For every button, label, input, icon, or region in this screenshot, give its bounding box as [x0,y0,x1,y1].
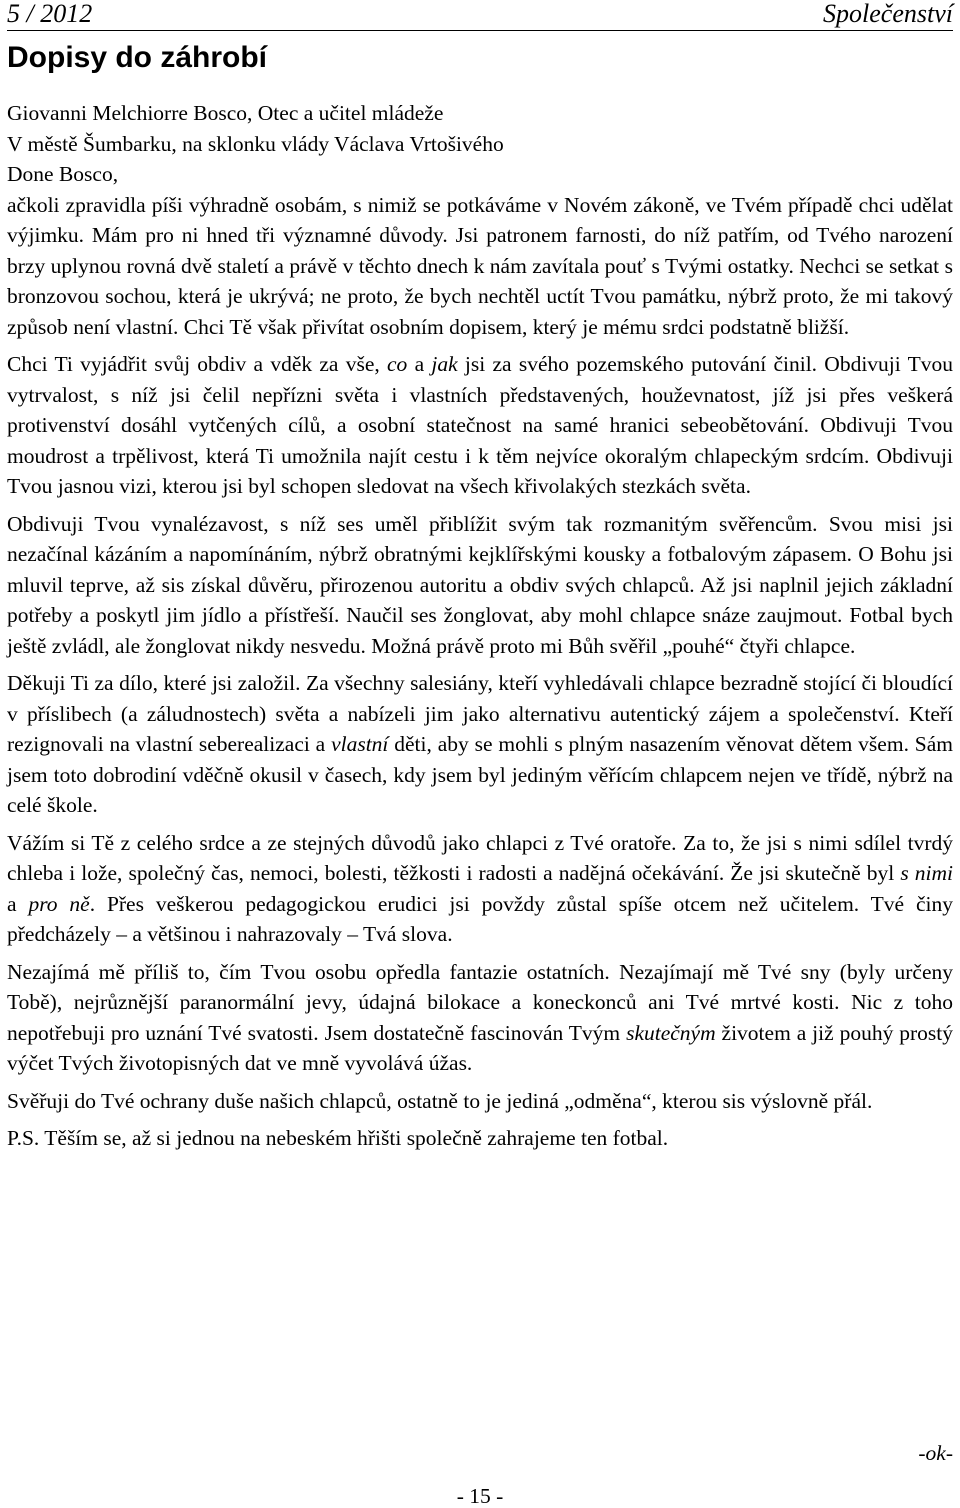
emphasis: vlastní [331,732,389,756]
document-page [7,0,953,1508]
text-run: jsi za svého pozemského putování činil. Obdivuji Tvou vytrvalost, s níž jsi čelil nepřízni světa i vlastních představených, houževnatost, jíž jsi přes veškerá protivenství dosáhl vytčených cílů, a osobní statečnost na samé hranici sebeobětování. Obdivuji Tvou moudrost a trpělivost, která Ti umožnila najít cestu i k těm nejvíce okoralým chlapeckým srdcím. Obdivuji Tvou jasnou vizi, kterou jsi byl schopen sledovat na všech křivolakých stezkách světa. [7,352,953,498]
emphasis: s nimi [900,861,953,885]
article-title: Dopisy do záhrobí [7,41,268,74]
addressee-line: Giovanni Melchiorre Bosco, Otec a učitel mládeže [7,101,444,125]
paragraph [7,668,953,821]
emphasis: skutečným [626,1020,716,1045]
text-run: a [407,352,432,376]
issue-number: 5 / 2012 [7,0,93,28]
paragraph: Obdivuji Tvou vynalézavost, s níž ses uměl přiblížit svým tak rozmanitým svěřencům. Svou misi jsi nezačínal kázáním a napomínáním, nýbrž obratnými kejklířskými kousky a fotbalovým zápasem. O Bohu jsi mluvil teprve, až sis získal důvěru, přirozenou autoritu a obdiv svých chlapců. Až jsi naplnil jejich základní potřeby a poskytl jim jídlo a přístřeší. Naučil ses žonglovat, aby mohl chlapce snáze zaujmout. Fotbal bych ještě zvládl, ale žonglovat nikdy nesvedu. Možná právě proto mi Bůh svěřil „pouhé“ čtyři chlapce. [7,511,953,658]
signature: -ok- [918,1441,953,1465]
addressee-line: V městě Šumbarku, na sklonku vlády Václava Vrtošivého [7,131,504,156]
postscript: P.S. Těším se, až si jednou na nebeském hřišti společně zahrajeme ten fotbal. [7,1126,669,1150]
salutation: Done Bosco, [7,162,119,186]
emphasis: pro ně [28,891,90,916]
text-run: Vážím si Tě z celého srdce a ze stejných důvodů jako chlapci z Tvé oratoře. Za to, že jsi s nimi sdílel tvrdý chleba i lože, společný čas, nemoci, bolesti, těžkosti i radosti a nadějná očekávání. Že jsi skutečně byl [7,830,953,885]
paragraph [7,957,953,1079]
text-run: životem a již pouhý prostý výčet Tvých životopisných dat ve mně vyvolává úžas. [7,1020,953,1075]
emphasis: jak [431,352,458,376]
text-run: Děkuji Ti za dílo, které jsi založil. Za všechny salesiány, kteří vyhledávali chlapce bezradně stojící či bloudící v příslibech (a záludnostech) světa a nabízeli jim jako alternativu autentický zájem a společenství. Kteří rezignovali na vlastní seberealizaci a [7,671,953,756]
paragraph: Svěřuji do Tvé ochrany duše našich chlapců, ostatně to je jediná „odměna“, kterou sis výslovně přál. [7,1088,873,1113]
section-name: Společenství [823,0,953,28]
text-run: a [7,891,29,916]
paragraph [7,828,953,950]
page-number: - 15 - [456,1484,504,1508]
text-run: Chci Ti vyjádřit svůj obdiv a vděk za vše, [7,352,388,376]
text-run: Nezajímá mě příliš to, čím Tvou osobu opředla fantazie ostatních. Nezajímají mě Tvé sny (byly určeny Tobě), nejrůznější paranormální jevy, údajná bilokace a koneckonců ani Tvé mrtvé kosti. Nic z toho nepotřebuji pro uznání Tvé svatosti. Jsem dostatečně fascinován Tvým [7,959,953,1045]
text-run: . Přes veškerou pedagogickou erudici jsi povždy zůstal spíše otcem než učitelem. Tvé činy předcházely – a většinou i nahrazovaly – Tvá slova. [7,891,953,946]
text-run: děti, aby se mohli s plným nasazením věnovat dětem všem. Sám jsem toto dobrodiní vděčně okusil v časech, kdy jsem byl jediným věřícím chlapcem nejen ve třídě, nýbrž na celé škole. [7,732,954,817]
emphasis: co [387,352,408,376]
article-body [7,98,953,1154]
paragraph: ačkoli zpravidla píši výhradně osobám, s nimiž se potkáváme v Novém zákoně, ve Tvém případě chci udělat výjimku. Mám pro ni hned tři významné důvody. Jsi patronem farnosti, do níž patřím, od Tvého narození brzy uplynou rovná dvě staletí a právě v těchto dnech k nám zavítala pouť s Tvými ostatky. Nechci se setkat s bronzovou sochou, která je ukrývá; ne proto, že bych nechtěl uctít Tvou památku, nýbrž proto, že mi takový způsob není vlastní. Chci Tě však přivítat osobním dopisem, který je mému srdci podstatně bližší. [7,192,953,339]
paragraph [7,349,953,502]
page-header [7,0,953,31]
